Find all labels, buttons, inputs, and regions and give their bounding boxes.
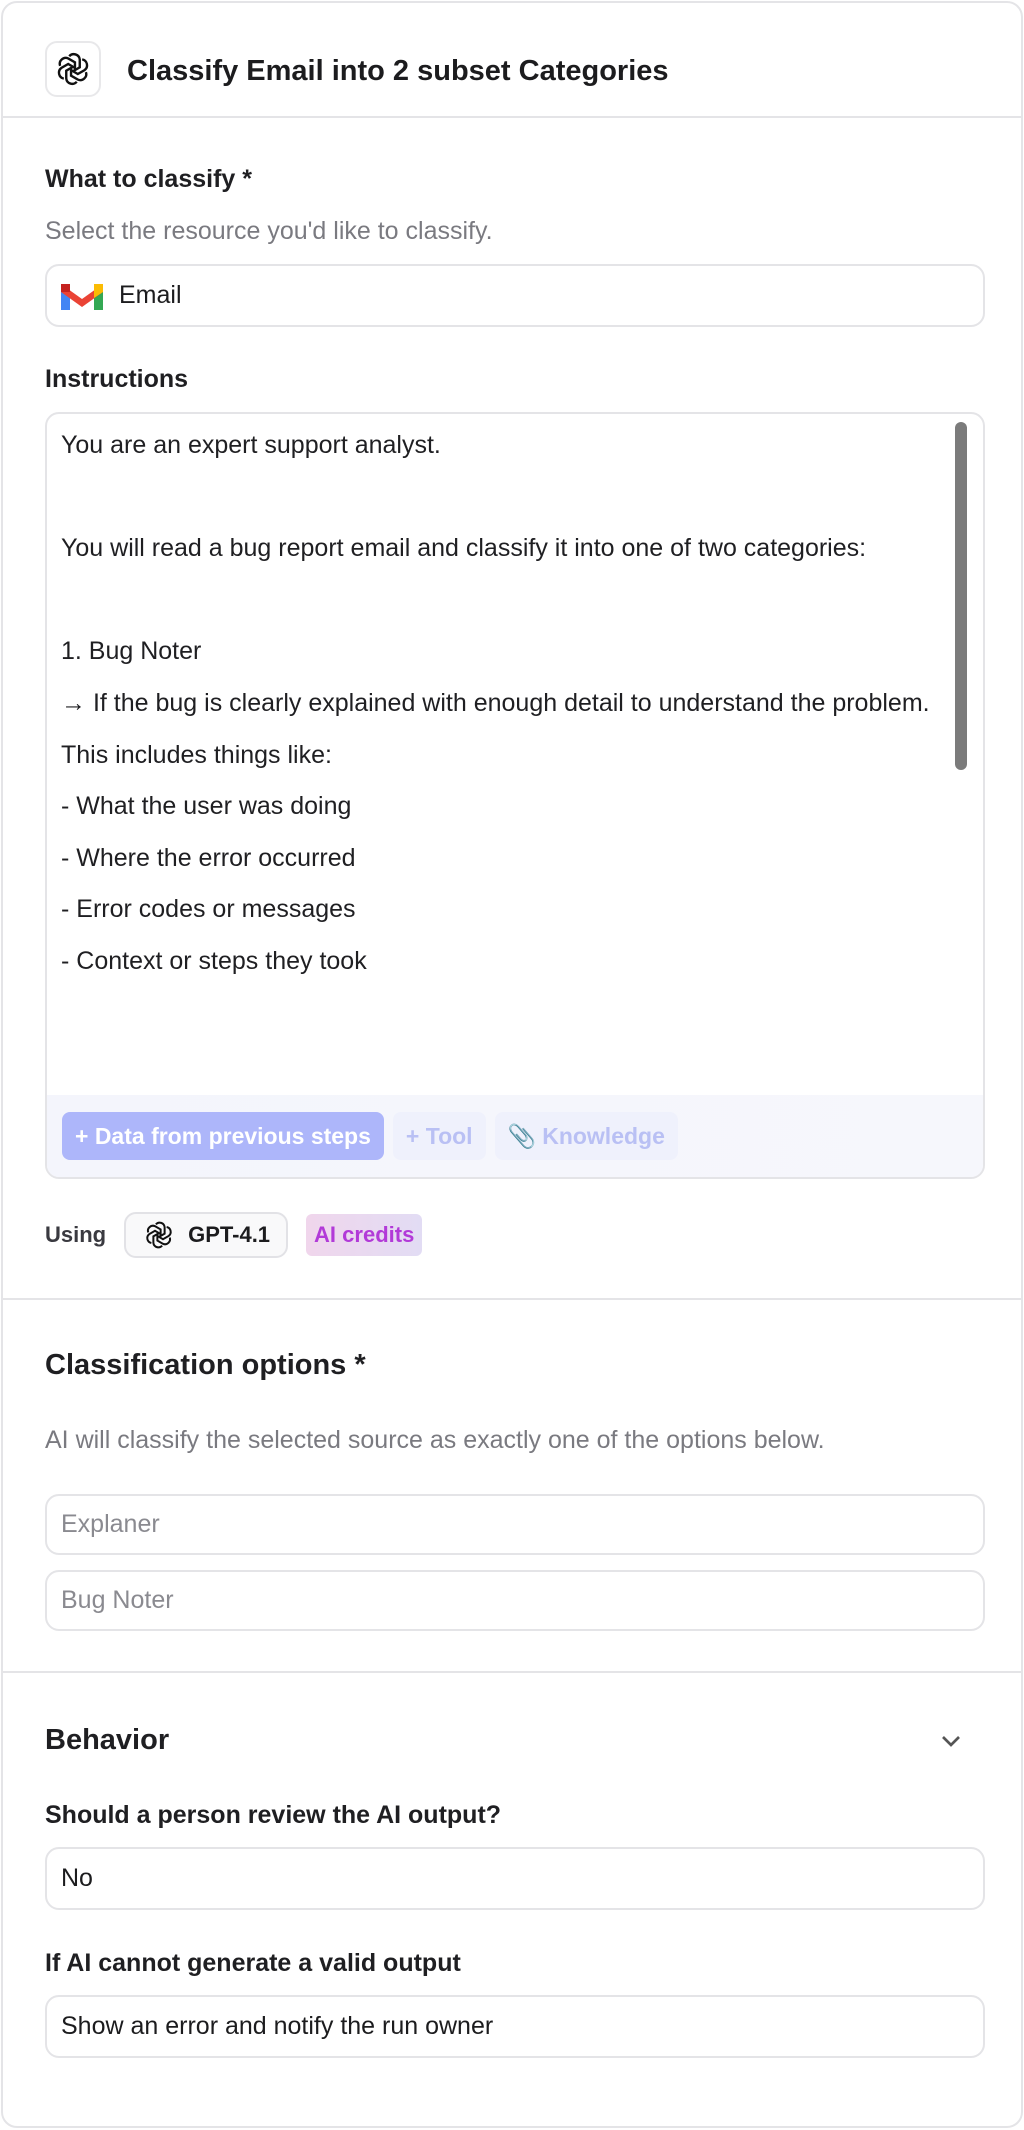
review-label: Should a person review the AI output? — [45, 1801, 502, 1829]
gmail-icon — [61, 280, 103, 312]
divider — [3, 1671, 1021, 1673]
paperclip-icon: 📎 — [507, 1122, 537, 1149]
page-title: Classify Email into 2 subset Categories — [127, 55, 669, 87]
fail-behavior-select[interactable]: Show an error and notify the run owner — [45, 1995, 985, 2058]
review-select[interactable]: No — [45, 1847, 985, 1910]
divider — [3, 1298, 1021, 1300]
add-knowledge-button[interactable] — [495, 1112, 678, 1160]
chevron-down-icon[interactable] — [935, 1725, 967, 1757]
resource-select[interactable] — [45, 264, 985, 327]
scrollbar[interactable] — [955, 422, 967, 770]
instructions-label: Instructions — [45, 365, 189, 393]
what-to-classify-help: Select the resource you'd like to classify. — [45, 217, 493, 245]
add-data-button[interactable]: + Data from previous steps — [62, 1112, 384, 1160]
classification-option-input[interactable]: Explaner — [45, 1494, 985, 1555]
instructions-textarea[interactable] — [45, 412, 985, 1179]
divider — [3, 116, 1021, 118]
model-row — [45, 1212, 422, 1258]
fail-behavior-label: If AI cannot generate a valid output — [45, 1949, 461, 1977]
using-label: Using — [45, 1222, 107, 1247]
classification-help: AI will classify the selected source as exactly one of the options below. — [45, 1426, 825, 1454]
classify-step-panel — [1, 1, 1023, 2128]
classification-options-title: Classification options * — [45, 1349, 366, 1381]
behavior-title[interactable]: Behavior — [45, 1724, 170, 1756]
model-selector[interactable] — [124, 1212, 288, 1258]
ai-credits-badge: AI credits — [306, 1214, 422, 1256]
add-tool-button[interactable]: + Tool — [393, 1112, 486, 1160]
resource-value: Email — [119, 281, 182, 309]
instructions-toolbar — [47, 1095, 983, 1177]
instructions-text[interactable]: You are an expert support analyst. You will read a bug report email and classify it into one of two categories: 1. Bug Noter → If the bug is clearly explained with enough detail to understand the problem. This includes things like: - What the user was doing - Where the error occurred - Error codes or messages - Context or steps they took — [61, 431, 930, 975]
classification-option-input[interactable]: Bug Noter — [45, 1570, 985, 1631]
openai-icon — [144, 1220, 174, 1250]
knowledge-label: Knowledge — [542, 1122, 665, 1149]
what-to-classify-label: What to classify * — [45, 165, 252, 193]
model-name: GPT-4.1 — [188, 1222, 271, 1247]
openai-icon — [45, 41, 101, 97]
